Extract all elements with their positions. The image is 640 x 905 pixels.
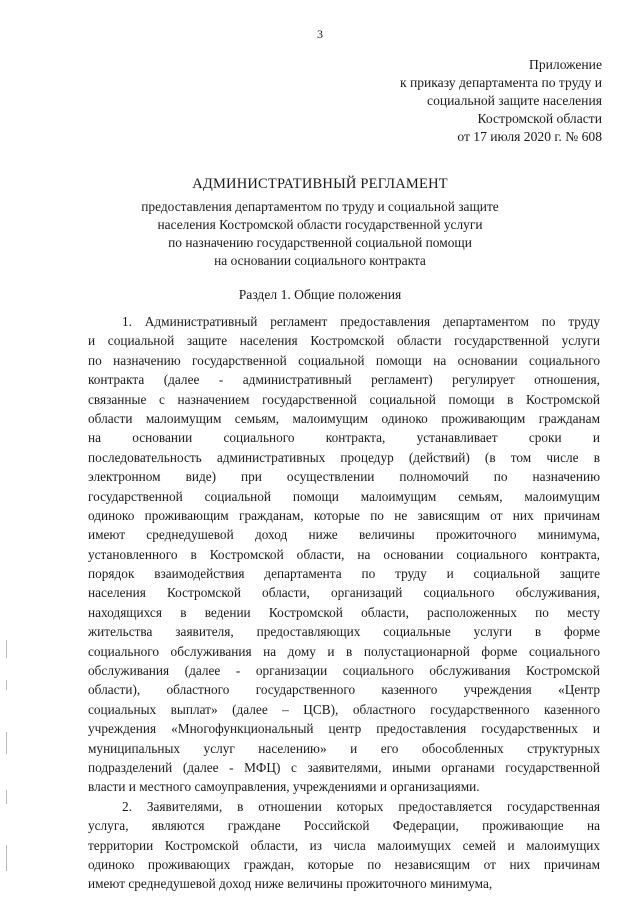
body-line: области малоимущим семьям, малоимущим одиноко проживающим гражданам bbox=[88, 410, 600, 426]
body-line: социального обслуживания на дому и в полустационарной форме социального bbox=[88, 643, 600, 659]
body-text bbox=[88, 312, 600, 894]
page-number: 3 bbox=[317, 27, 323, 41]
body-line: территории Костромской области, из числа малоимущих семей и малоимущих bbox=[88, 837, 600, 853]
body-line: обслуживания (далее - организации социального обслуживания Костромской bbox=[88, 663, 600, 679]
body-line: жительства заявителя, предоставляющих социальные услуги в форме bbox=[88, 624, 600, 640]
body-line: услуга, являются граждане Российской Федерации, проживающие на bbox=[88, 818, 600, 834]
body-line: одиноко проживающих граждан, которые по независящим от них причинам bbox=[88, 856, 600, 872]
body-line: социальных выплат» (далее – ЦСВ), областного государственного казенного bbox=[88, 701, 600, 717]
body-line: государственной социальной помощи малоимущим семьям, малоимущим bbox=[88, 488, 600, 504]
margin-scan-marks bbox=[4, 640, 10, 890]
body-line: 1. Административный регламент предоставления департаментом по труду bbox=[122, 314, 600, 329]
body-line: одиноко проживающим гражданам, которые по не зависящим от них причинам bbox=[88, 507, 600, 523]
subtitle-line: предоставления департаментом по труду и социальной защите bbox=[141, 199, 499, 214]
subtitle-line: по назначению государственной социальной помощи bbox=[168, 235, 472, 250]
body-line: на основании социального контракта, устанавливает сроки и bbox=[88, 430, 600, 446]
body-line: имеют среднедушевой доход ниже величины прожиточного минимума, bbox=[88, 876, 493, 892]
section-heading: Раздел 1. Общие положения bbox=[238, 287, 402, 302]
body-line: электронном виде) при осуществлении полномочий по назначению bbox=[88, 469, 600, 485]
body-line: подразделений (далее - МФЦ) с заявителями, иными органами государственной bbox=[88, 759, 600, 775]
body-line: находящихся в ведении Костромской области, расположенных по месту bbox=[88, 604, 600, 620]
body-line: связанные с назначением государственной социальной помощи в Костромской bbox=[88, 391, 600, 407]
body-line: последовательность административных процедур (действий) (в том числе в bbox=[88, 449, 600, 465]
appendix-line: социальной защите населения bbox=[427, 93, 602, 108]
body-line: 2. Заявителями, в отношении которых предоставляется государственная bbox=[122, 798, 600, 814]
appendix-block bbox=[400, 56, 602, 146]
body-line: по назначению государственной социальной помощи на основании социального bbox=[88, 352, 600, 368]
body-line: муниципальных услуг населению» и его обособленных структурных bbox=[88, 740, 600, 756]
body-line: области), областного государственного казенного учреждения «Центр bbox=[88, 682, 600, 698]
body-line: порядок взаимодействия департамента по труду и социальной защите bbox=[88, 566, 600, 582]
document-title: АДМИНИСТРАТИВНЫЙ РЕГЛАМЕНТ bbox=[192, 176, 448, 192]
appendix-line: от 17 июля 2020 г. № 608 bbox=[457, 129, 602, 144]
subtitle-line: населения Костромской области государственной услуги bbox=[157, 217, 483, 232]
appendix-line: Костромской области bbox=[477, 111, 602, 126]
body-line: учреждения «Многофункциональный центр предоставления государственных и bbox=[88, 721, 600, 737]
body-line: и социальной защите населения Костромской области государственной услуги bbox=[88, 333, 600, 349]
body-line: установленного в Костромской области, на основании социального контракта, bbox=[88, 546, 600, 562]
body-line: контракта (далее - административный регламент) регулирует отношения, bbox=[88, 372, 600, 388]
subtitle-line: на основании социального контракта bbox=[214, 253, 426, 268]
body-line: имеют среднедушевой доход ниже величины прожиточного минимума, bbox=[88, 527, 600, 543]
appendix-line: Приложение bbox=[529, 57, 602, 72]
body-line: власти и местного самоуправления, учреждениями и организациями. bbox=[88, 779, 480, 795]
appendix-line: к приказу департамента по труду и bbox=[399, 75, 602, 90]
body-line: населения Костромской области, организаций социального обслуживания, bbox=[88, 585, 600, 601]
document-subtitle bbox=[0, 198, 640, 270]
